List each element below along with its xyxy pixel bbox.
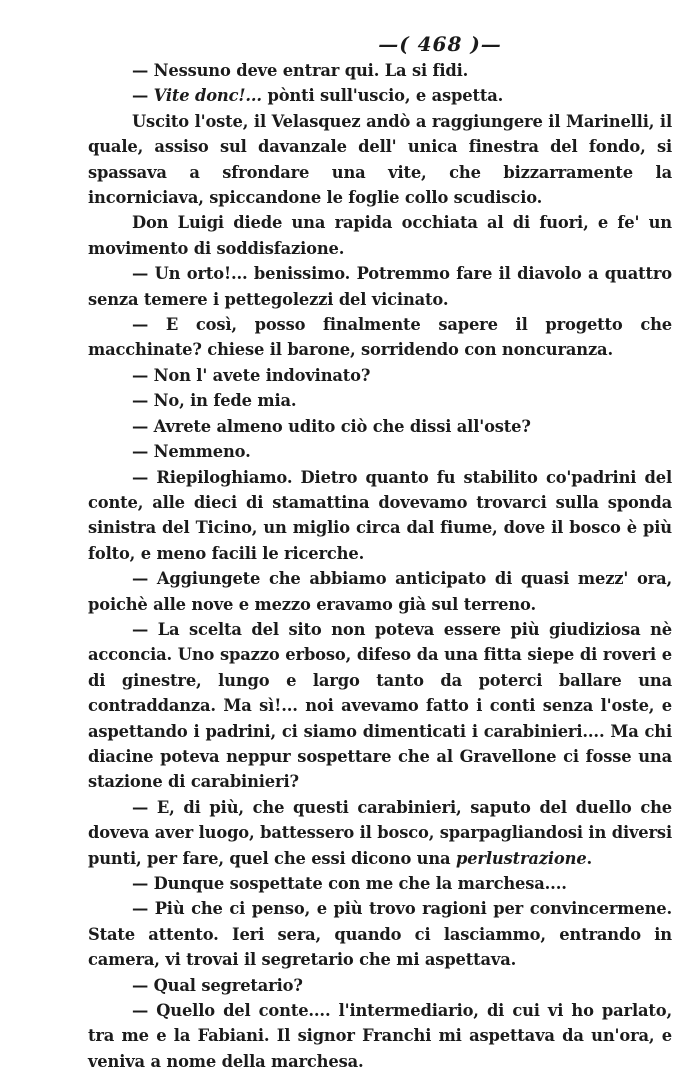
paragraph-14 xyxy=(88,795,672,871)
book-page xyxy=(88,32,672,1074)
paragraph-2-emphasis: Vite donc!... xyxy=(153,86,262,106)
paragraph-3: Uscito l'oste, il Velasquez andò a raggiungere il Marinelli, il quale, assiso sul davanzale dell' unica finestra del fondo, si spassava a sfrondare una vite, che bizzarramente la incorniciava, spiccandone le foglie collo scudiscio. xyxy=(88,111,672,208)
paragraph-2-before: — xyxy=(132,86,154,106)
paragraph-9: — Avrete almeno udito ciò che dissi all'oste? xyxy=(132,416,531,436)
paragraph-5: — Un orto!... benissimo. Potremmo fare il diavolo a quattro senza temere i pettegolezzi del vicinato. xyxy=(88,264,672,309)
paragraph-12: — Aggiungete che abbiamo anticipato di quasi mezz' ora, poichè alle nove e mezzo eravamo già sul terreno. xyxy=(88,569,672,614)
paragraph-10: — Nemmeno. xyxy=(132,442,251,462)
paragraph-7: — Non l' avete indovinato? xyxy=(132,365,371,385)
paragraph-16: — Più che ci penso, e più trovo ragioni per convincermene. State attento. Ieri sera, quando ci lasciammo, entrando in camera, vi trovai il segretario che mi aspettava. xyxy=(88,899,672,970)
paragraph-4: Don Luigi diede una rapida occhiata al di fuori, e fe' un movimento di soddisfazione. xyxy=(88,213,672,258)
page-number: —( 468 )— xyxy=(378,32,502,56)
paragraph-2 xyxy=(88,83,672,108)
paragraph-18: — Quello del conte.... l'intermediario, di cui vi ho parlato, tra me e la Fabiani. Il signor Franchi mi aspettava da un'ora, e veniva a nome della marchesa. xyxy=(88,1001,672,1071)
paragraph-14-after: . xyxy=(586,848,593,868)
paragraph-11: — Riepiloghiamo. Dietro quanto fu stabilito co'padrini del conte, alle dieci di stamattina dovevamo trovarci sulla sponda sinistra del Ticino, un miglio circa dal fiume, dove il bosco è più folto, e meno facili le ricerche. xyxy=(88,467,672,563)
paragraph-6: — E così, posso finalmente sapere il progetto che macchinate? chiese il barone, sorridendo con noncuranza. xyxy=(88,315,672,360)
paragraph-17: — Qual segretario? xyxy=(132,975,303,995)
paragraph-1: — Nessuno deve entrar qui. La si fidi. xyxy=(132,61,469,80)
paragraph-15: — Dunque sospettate con me che la marchesa.... xyxy=(132,874,567,893)
paragraph-8: — No, in fede mia. xyxy=(132,391,297,411)
paragraph-14-before: — E, di più, che questi carabinieri, saputo del duello che doveva aver luogo, battessero il bosco, sparpagliandosi in diversi punti, per fare, quel che essi dicono una xyxy=(88,797,672,868)
paragraph-2-after: pònti sull'uscio, e aspetta. xyxy=(261,86,504,106)
paragraph-14-emphasis: perlustrazione xyxy=(455,848,587,868)
paragraph-13: — La scelta del sito non poteva essere più giudiziosa nè acconcia. Uno spazzo erboso, difeso da una fitta siepe di roveri e di ginestre, lungo e largo tanto da poterci ballare una contraddanza. Ma sì!... noi avevamo fatto i conti senza l'oste, e aspettando i padrini, ci siamo dimenticati i carabinieri.... Ma chi diacine poteva neppur sospettare che al Gravellone ci fosse una stazione di carabinieri? xyxy=(88,619,672,792)
